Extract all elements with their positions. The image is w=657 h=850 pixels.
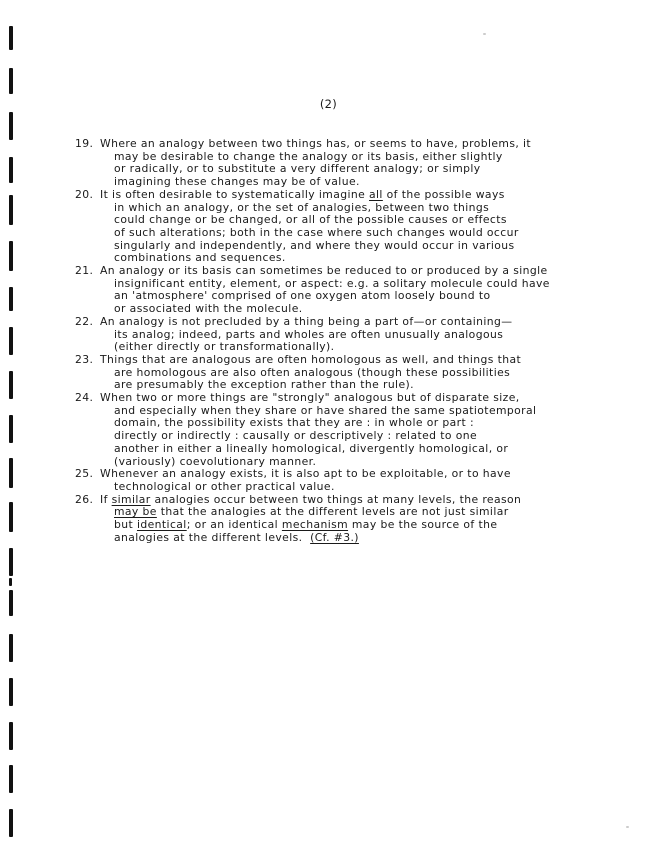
text-segment: an 'atmosphere' comprised of one oxygen atom loosely bound to — [114, 289, 491, 303]
binder-mark — [9, 548, 13, 576]
text-segment: Where an analogy between two things has, or seems to have, problems, it — [100, 137, 532, 150]
entry-text — [100, 138, 635, 189]
entry-text — [100, 265, 635, 316]
binder-mark — [9, 287, 13, 311]
binder-mark — [9, 722, 13, 750]
text-segment: are presumably the exception rather than the rule). — [114, 378, 414, 392]
binder-mark — [9, 157, 13, 183]
text-segment: and especially when they share or have shared the same spatiotemporal — [114, 403, 537, 417]
entry-text — [100, 468, 635, 493]
text-segment: may be desirable to change the analogy or its basis, either slightly — [114, 149, 503, 163]
entry-26 — [75, 494, 635, 545]
underlined-text: mechanism — [281, 518, 349, 532]
text-segment: domain, the possibility exists that they are : in whole or part : — [114, 416, 475, 430]
entry-24 — [75, 392, 635, 468]
entry-23 — [75, 354, 635, 392]
text-segment: analogies at the different levels. — [114, 530, 311, 544]
binder-mark — [9, 578, 12, 586]
text-segment: of the possible ways — [382, 187, 505, 201]
text-segment: technological or other practical value. — [114, 479, 335, 493]
entry-text — [100, 354, 635, 392]
binder-mark — [9, 590, 13, 616]
binder-mark — [9, 241, 13, 271]
entry-text — [100, 392, 635, 468]
page-number: (2) — [319, 97, 338, 111]
entry-20 — [75, 189, 635, 265]
entry-number: 19. — [75, 137, 94, 150]
binder-mark — [9, 195, 13, 225]
underlined-text: may be — [114, 505, 157, 519]
binder-mark — [9, 678, 13, 706]
binder-mark — [9, 26, 13, 50]
text-segment: its analog; indeed, parts and wholes are often unusually analogous — [114, 327, 504, 341]
text-segment: or associated with the molecule. — [114, 302, 303, 316]
entry-text — [100, 189, 635, 265]
entry-text — [100, 316, 635, 354]
text-segment: (either directly or transformationally). — [114, 340, 335, 354]
text-segment: An analogy is not precluded by a thing being a part of—or containing— — [100, 314, 513, 328]
text-segment: Whenever an analogy exists, it is also apt to be exploitable, or to have — [100, 467, 511, 481]
text-segment: are homologous are also often analogous (though these possibilities — [114, 365, 511, 379]
text-segment: imagining these changes may be of value. — [114, 175, 360, 189]
text-segment: combinations and sequences. — [114, 251, 286, 265]
numbered-entries — [75, 138, 635, 545]
entry-number: 25. — [75, 467, 94, 481]
text-segment: When two or more things are "strongly" analogous but of disparate size, — [100, 391, 520, 405]
text-segment: but — [114, 518, 137, 532]
binder-mark — [9, 112, 13, 140]
entry-number: 26. — [75, 492, 94, 506]
underlined-text: (Cf. #3.) — [310, 530, 359, 544]
underlined-text: similar — [111, 492, 151, 506]
entry-21 — [75, 265, 635, 316]
text-segment: another in either a lineally homological, divergently homological, or — [114, 441, 509, 455]
text-segment: Things that are analogous are often homologous as well, and things that — [100, 352, 522, 366]
text-segment: that the analogies at the different levels are not just similar — [156, 505, 509, 519]
underlined-text: identical — [136, 518, 187, 532]
binder-mark — [9, 68, 13, 94]
paper-speck — [626, 826, 629, 828]
entry-number: 20. — [75, 187, 94, 201]
entry-25 — [75, 468, 635, 493]
entry-number: 23. — [75, 352, 94, 366]
entry-number: 22. — [75, 314, 94, 328]
underlined-text: all — [369, 187, 383, 201]
text-segment: ; or an identical — [186, 518, 282, 532]
entry-19 — [75, 138, 635, 189]
text-segment: directly or indirectly : causally or descriptively : related to one — [114, 429, 477, 443]
entry-22 — [75, 316, 635, 354]
text-line — [100, 532, 635, 545]
entry-text — [100, 494, 635, 545]
binder-mark — [9, 809, 13, 837]
paper-speck — [483, 33, 486, 35]
text-segment: (variously) coevolutionary manner. — [114, 454, 317, 468]
text-segment: or radically, or to substitute a very different analogy; or simply — [114, 162, 481, 176]
text-segment: An analogy or its basis can sometimes be reduced to or produced by a single — [100, 264, 548, 278]
entry-number: 24. — [75, 391, 94, 405]
text-segment: could change or be changed, or all of the possible causes or effects — [114, 213, 507, 227]
text-segment: insignificant entity, element, or aspect: e.g. a solitary molecule could have — [114, 276, 550, 290]
entry-number: 21. — [75, 264, 94, 278]
binder-mark — [9, 634, 13, 662]
text-segment: If — [100, 492, 112, 506]
binder-mark — [9, 415, 13, 443]
text-segment: It is often desirable to systematically imagine — [100, 187, 370, 201]
binder-mark — [9, 327, 13, 355]
binder-mark — [9, 765, 13, 793]
binder-mark — [9, 371, 13, 399]
text-segment: of such alterations; both in the case where such changes would occur — [114, 225, 519, 239]
binder-mark — [9, 502, 13, 532]
text-segment: in which an analogy, or the set of analogies, between two things — [114, 200, 490, 214]
text-segment: singularly and independently, and where they would occur in various — [114, 238, 515, 252]
binder-mark — [9, 458, 13, 488]
text-segment: analogies occur between two things at many levels, the reason — [150, 492, 522, 506]
text-segment: may be the source of the — [348, 518, 498, 532]
